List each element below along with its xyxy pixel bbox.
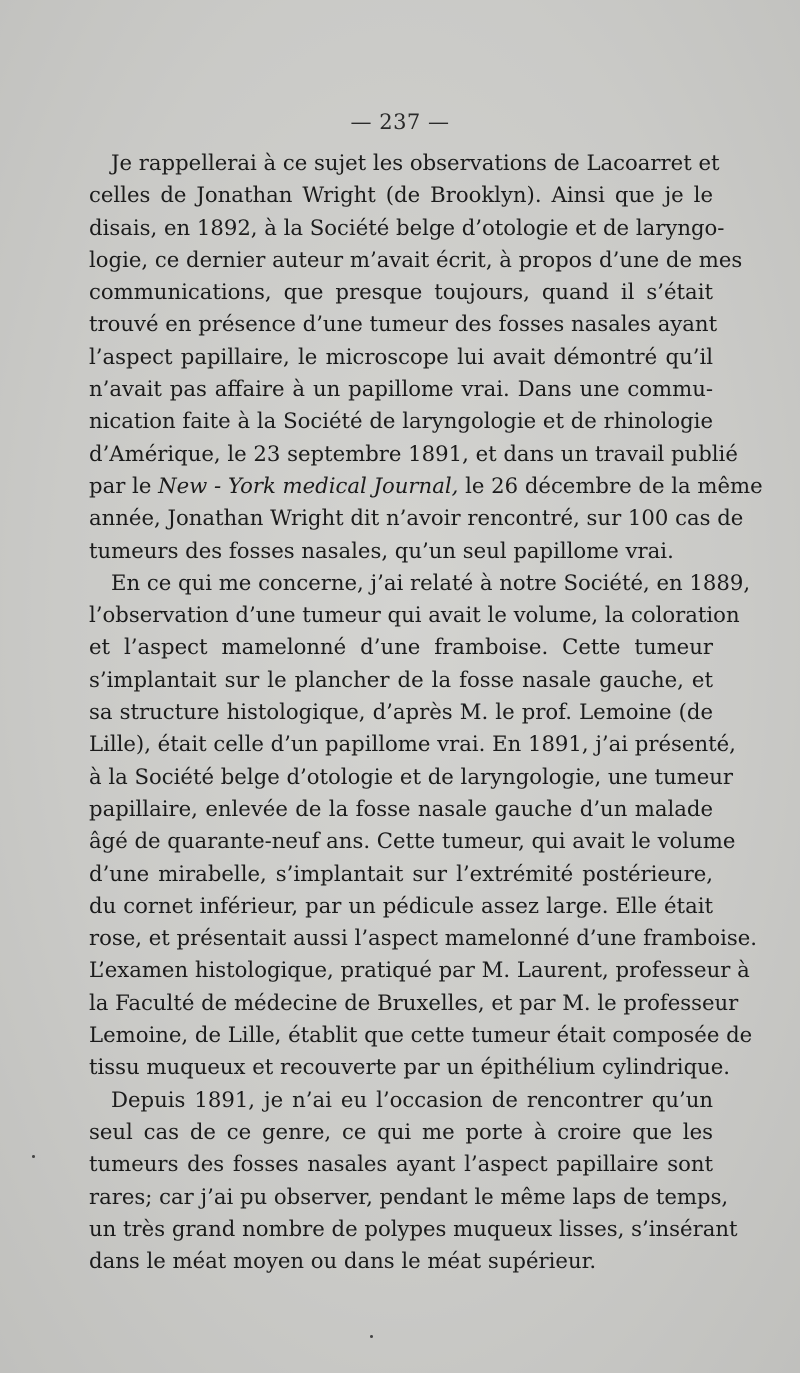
- text-line: logie, ce dernier auteur m’avait écrit, à propos d’une de mes: [89, 246, 743, 272]
- text-line: celles de Jonathan Wright (de Brooklyn). Ainsi que je le: [89, 182, 713, 208]
- text-line: du cornet inférieur, par un pédicule assez large. Elle était: [89, 892, 713, 918]
- text-line: rose, et présentait aussi l’aspect mamelonné d’une framboise.: [89, 925, 758, 951]
- text-line: âgé de quarante-neuf ans. Cette tumeur, qui avait le volume: [89, 828, 736, 854]
- text-line: année, Jonathan Wright dit n’avoir rencontré, sur 100 cas de: [89, 505, 744, 531]
- journal-title: New - York medical Journal,: [158, 472, 459, 498]
- page-number: — 237 —: [350, 110, 450, 134]
- text-line: l’aspect papillaire, le microscope lui avait démontré qu’il: [89, 343, 713, 369]
- text-line: tumeurs des fosses nasales, qu’un seul papillome vrai.: [89, 537, 674, 563]
- text-line: et l’aspect mamelonné d’une framboise. Cette tumeur: [89, 634, 713, 660]
- text-line: Depuis 1891, je n’ai eu l’occasion de rencontrer qu’un: [111, 1086, 713, 1112]
- text-line: Lemoine, de Lille, établit que cette tumeur était composée de: [89, 1022, 753, 1048]
- text-line: sa structure histologique, d’après M. le prof. Lemoine (de: [89, 699, 713, 725]
- text-line: papillaire, enlevée de la fosse nasale gauche d’un malade: [89, 795, 713, 821]
- text-line: rares; car j’ai pu observer, pendant le même laps de temps,: [89, 1183, 729, 1209]
- text-line: tissu muqueux et recouverte par un épithélium cylindrique.: [89, 1054, 731, 1080]
- text-line: Lille), était celle d’un papillome vrai. En 1891, j’ai présenté,: [89, 731, 736, 757]
- text-line: d’Amérique, le 23 septembre 1891, et dans un travail publié: [89, 440, 738, 466]
- body-text: [89, 147, 763, 1277]
- text-line: dans le méat moyen ou dans le méat supérieur.: [89, 1248, 597, 1274]
- text-line: En ce qui me concerne, j’ai relaté à notre Société, en 1889,: [111, 569, 751, 595]
- text-line: n’avait pas affaire à un papillome vrai. Dans une commu-: [89, 376, 713, 402]
- text-line: s’implantait sur le plancher de la fosse nasale gauche, et: [89, 666, 713, 692]
- text-line: communications, que presque toujours, quand il s’était: [89, 279, 713, 305]
- text-line: tumeurs des fosses nasales ayant l’aspect papillaire sont: [89, 1151, 713, 1177]
- text-line: à la Société belge d’otologie et de laryngologie, une tumeur: [89, 763, 734, 789]
- text-fragment: le 26 décembre de la même: [458, 472, 763, 498]
- text-fragment: par le: [89, 472, 159, 498]
- text-line: L’examen histologique, pratiqué par M. Laurent, professeur à: [89, 957, 750, 983]
- text-line: la Faculté de médecine de Bruxelles, et par M. le professeur: [89, 989, 739, 1015]
- text-line-journal: [89, 470, 763, 502]
- text-line: nication faite à la Société de laryngologie et de rhinologie: [89, 408, 713, 434]
- text-line: l’observation d’une tumeur qui avait le volume, la coloration: [89, 602, 740, 628]
- text-line: trouvé en présence d’une tumeur des fosses nasales ayant: [89, 311, 718, 337]
- text-line: Je rappellerai à ce sujet les observations de Lacoarret et: [111, 150, 720, 175]
- paper-speck: [370, 1335, 373, 1338]
- text-line: d’une mirabelle, s’implantait sur l’extrémité postérieure,: [89, 860, 713, 886]
- text-line: disais, en 1892, à la Société belge d’otologie et de laryngo-: [89, 214, 725, 240]
- text-line: un très grand nombre de polypes muqueux lisses, s’insérant: [89, 1215, 738, 1241]
- paper-speck: [32, 1155, 35, 1158]
- text-line: seul cas de ce genre, ce qui me porte à croire que les: [89, 1118, 713, 1144]
